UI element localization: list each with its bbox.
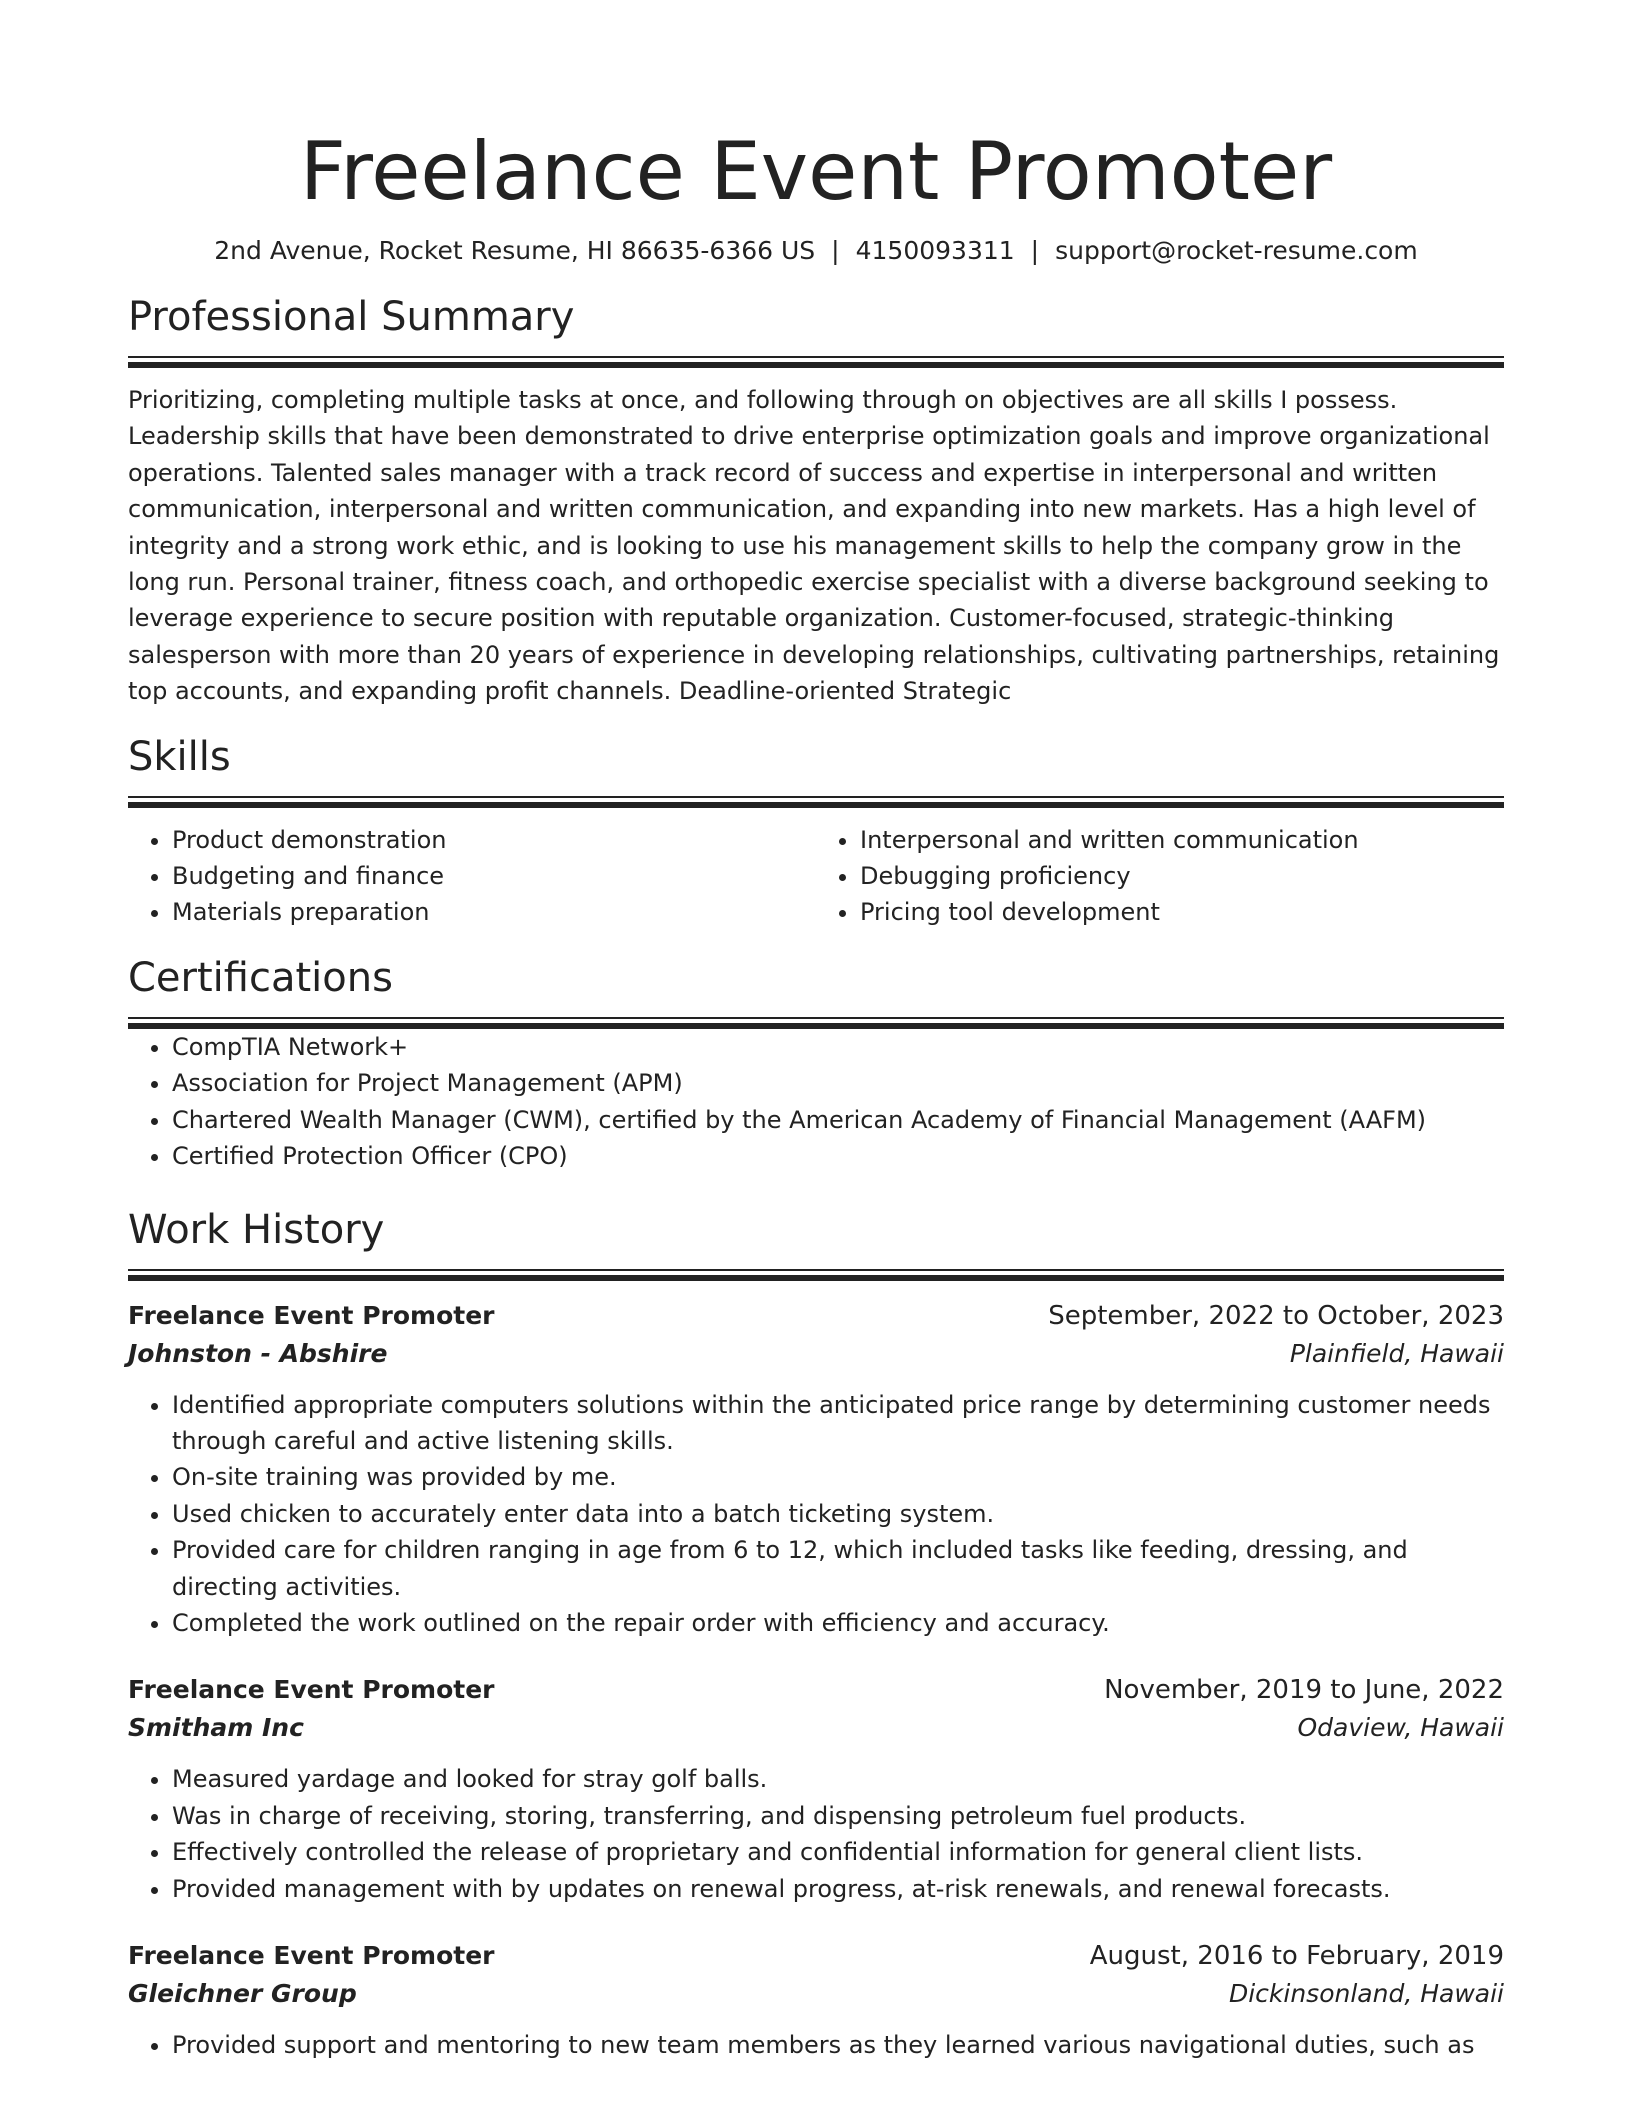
section-divider (128, 1269, 1504, 1281)
job-location: Dickinsonland, Hawaii (1228, 1978, 1504, 2008)
section-divider (128, 796, 1504, 808)
list-item: • Budgeting and finance (172, 858, 816, 894)
list-item: • Association for Project Management (APM) (172, 1065, 1504, 1101)
skills-list-left (128, 822, 816, 931)
job-entry (128, 1671, 1504, 1907)
skills-list-right (816, 822, 1504, 931)
job-company: Johnston - Abshire (128, 1338, 388, 1368)
list-item: • Effectively controlled the release of proprietary and confidential information for general client lists. (172, 1834, 1504, 1870)
list-item: • Provided support and mentoring to new team members as they learned various navigational duties, such as (172, 2027, 1504, 2063)
job-entry (128, 1937, 1504, 2063)
job-location: Odaview, Hawaii (1297, 1713, 1504, 1743)
skills-grid (128, 822, 1504, 931)
job-entry (128, 1297, 1504, 1642)
job-location: Plainfield, Hawaii (1289, 1338, 1504, 1368)
resume-page (128, 0, 1504, 2063)
list-item: • Interpersonal and written communication (860, 822, 1504, 858)
contact-separator: | (1030, 236, 1040, 265)
phone: 4150093311 (855, 236, 1015, 265)
job-title: Freelance Event Promoter (128, 1940, 495, 1970)
list-item: • Product demonstration (172, 822, 816, 858)
certifications-section (128, 953, 1504, 1175)
email: support@rocket-resume.com (1055, 236, 1418, 265)
list-item: • Pricing tool development (860, 894, 1504, 930)
list-item: • Identified appropriate computers solutions within the anticipated price range by determining customer needs through careful and active listening skills. (172, 1387, 1504, 1460)
section-title: Professional Summary (128, 294, 575, 340)
job-bullets (128, 1761, 1504, 1907)
section-title: Work History (128, 1206, 385, 1253)
job-dates: November, 2019 to June, 2022 (1104, 1675, 1504, 1706)
section-divider (128, 356, 1504, 368)
section-title: Skills (128, 733, 231, 780)
certifications-list (128, 1029, 1504, 1175)
list-item: • Chartered Wealth Manager (CWM), certified by the American Academy of Financial Management (AAFM) (172, 1102, 1504, 1138)
job-bullets (128, 1387, 1504, 1642)
list-item: • On-site training was provided by me. (172, 1459, 1504, 1495)
contact-line (128, 234, 1504, 268)
address: 2nd Avenue, Rocket Resume, HI 86635-6366 US (214, 236, 816, 265)
list-item: • CompTIA Network+ (172, 1029, 1504, 1065)
section-title: Certifications (128, 954, 393, 1001)
job-dates: September, 2022 to October, 2023 (1048, 1300, 1504, 1331)
work-history-section (128, 1205, 1504, 2064)
job-dates: August, 2016 to February, 2019 (1089, 1940, 1504, 1971)
job-company: Gleichner Group (128, 1978, 357, 2008)
list-item: • Provided management with by updates on renewal progress, at-risk renewals, and renewal forecasts. (172, 1871, 1504, 1907)
list-item: • Debugging proficiency (860, 858, 1504, 894)
summary-section (128, 292, 1504, 710)
contact-separator: | (831, 236, 840, 265)
list-item: • Provided care for children ranging in age from 6 to 12, which included tasks like feeding, dressing, and directing activities. (172, 1532, 1504, 1605)
job-title: Freelance Event Promoter (128, 1300, 495, 1330)
list-item: • Certified Protection Officer (CPO) (172, 1138, 1504, 1174)
list-item: • Used chicken to accurately enter data into a batch ticketing system. (172, 1496, 1504, 1532)
list-item: • Materials preparation (172, 894, 816, 930)
skills-section (128, 732, 1504, 931)
job-title: Freelance Event Promoter (128, 1675, 495, 1705)
list-item: • Completed the work outlined on the repair order with efficiency and accuracy. (172, 1605, 1504, 1641)
summary-text: Prioritizing, completing multiple tasks at once, and following through on objectives are all skills I possess. Leadership skills that have been demonstrated to drive enterprise optimization goals and improve organizational operations. Talented sales manager with a track record of success and expertise in interpersonal and written communication, interpersonal and written communication, and expanding into new markets. Has a high level of integrity and a strong work ethic, and is looking to use his management skills to help the company grow in the long run. Personal trainer, fitness coach, and orthopedic exercise specialist with a diverse background seeking to leverage experience to secure position with reputable organization. Customer-focused, strategic-thinking salesperson with more than 20 years of experience in developing relationships, cultivating partnerships, retaining top accounts, and expanding profit channels. Deadline-oriented Strategic (128, 386, 1500, 706)
section-divider (128, 1017, 1504, 1029)
list-item: • Measured yardage and looked for stray golf balls. (172, 1761, 1504, 1797)
job-company: Smitham Inc (128, 1713, 304, 1743)
list-item: • Was in charge of receiving, storing, transferring, and dispensing petroleum fuel products. (172, 1798, 1504, 1834)
job-bullets (128, 2027, 1504, 2063)
candidate-name: Freelance Event Promoter (299, 125, 1333, 218)
